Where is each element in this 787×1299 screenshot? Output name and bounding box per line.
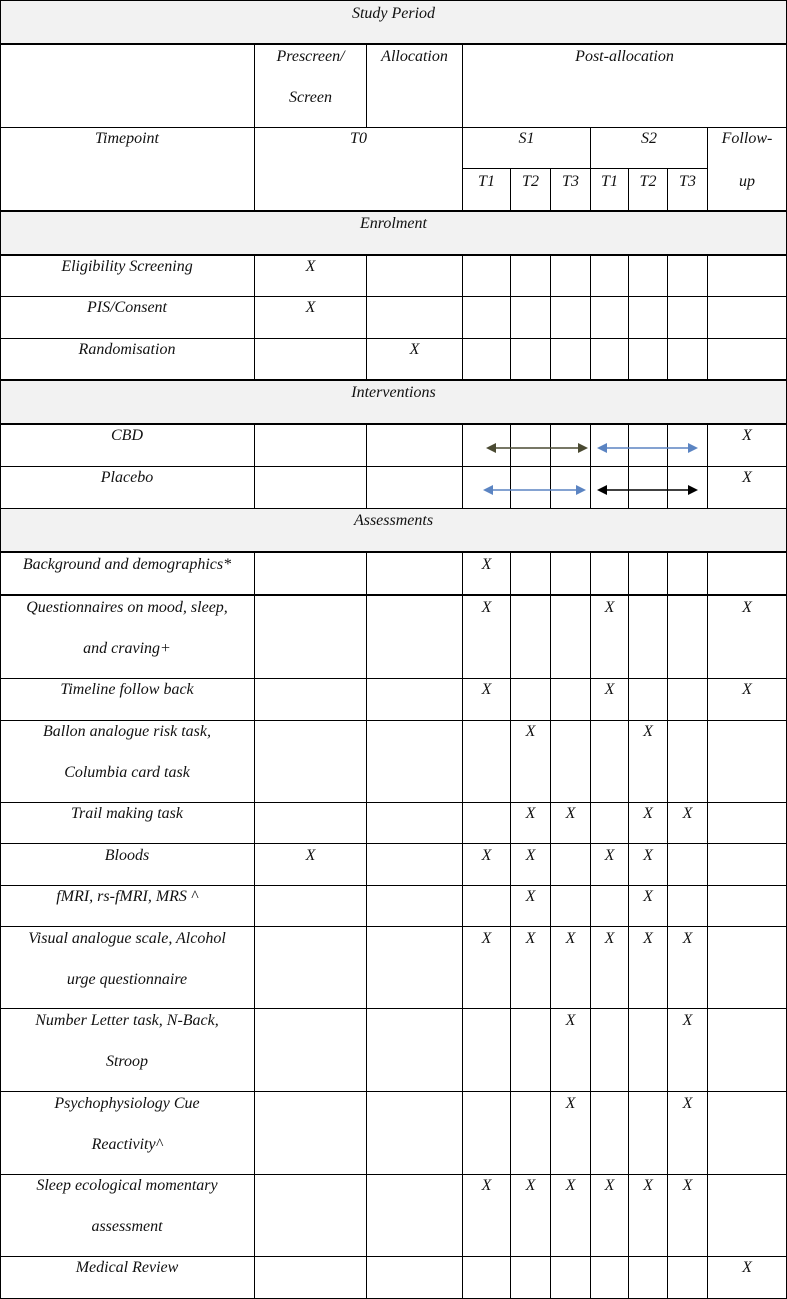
rule [0, 1091, 787, 1092]
x-mark: X [525, 1177, 536, 1194]
x-mark: X [643, 930, 653, 947]
follow-up-heading-line1: Follow- [721, 130, 773, 147]
s2-t2-heading: T2 [639, 173, 657, 190]
x-mark: X [481, 930, 492, 947]
x-mark: X [682, 1177, 693, 1194]
x-mark: X [682, 805, 693, 822]
rule [707, 552, 708, 1299]
x-mark: X [525, 930, 536, 947]
x-mark: X [305, 299, 316, 316]
x-mark: X [604, 599, 615, 616]
allocation-heading: Allocation [381, 48, 448, 65]
row-label-vas-line1: Visual analogue scale, Alcohol [28, 930, 226, 947]
rule [0, 423, 787, 425]
rule [0, 43, 787, 45]
rule [0, 466, 787, 467]
row-label-psycho-line1: Psychophysiology Cue [54, 1095, 200, 1112]
x-mark: X [481, 1177, 492, 1194]
row-label-vas-line2: urge questionnaire [66, 971, 188, 988]
rule [628, 255, 629, 380]
enrolment-heading: Enrolment [360, 215, 427, 232]
row-label-randomisation: Randomisation [78, 341, 176, 358]
rule [628, 424, 629, 509]
prescreen-heading-line2: Screen [289, 89, 332, 106]
row-label-ballon-line2: Columbia card task [64, 764, 190, 781]
row-label-medical: Medical Review [75, 1259, 179, 1276]
row-label-trail: Trail making task [70, 805, 183, 822]
row-label-ballon-line1: Ballon analogue risk task, [43, 723, 211, 740]
rule [0, 296, 787, 297]
row-label-psycho-line2: Reactivity^ [91, 1136, 163, 1153]
x-mark: X [643, 888, 653, 905]
x-mark: X [525, 847, 536, 864]
rule [462, 424, 463, 509]
rule [254, 552, 255, 1299]
assessments-heading: Assessments [353, 512, 434, 529]
s2-t1-heading: T1 [601, 173, 618, 190]
rule [0, 210, 787, 212]
x-mark: X [565, 1012, 576, 1029]
s1-heading: S1 [518, 130, 535, 147]
x-mark: X [481, 556, 492, 573]
placebo-s2-double-arrow [597, 485, 698, 495]
rule [0, 338, 787, 339]
rule [0, 127, 787, 128]
rule [0, 1008, 787, 1009]
row-label-placebo: Placebo [100, 469, 154, 486]
x-mark: X [525, 723, 536, 740]
row-label-eligibility: Eligibility Screening [61, 258, 193, 275]
rule [590, 255, 591, 380]
x-mark: X [682, 930, 693, 947]
rule [510, 424, 511, 509]
post-allocation-heading: Post-allocation [575, 48, 674, 65]
x-mark: X [742, 427, 752, 444]
x-mark: X [604, 1177, 615, 1194]
rule [366, 552, 367, 1299]
x-mark: X [682, 1095, 693, 1112]
rule [0, 720, 787, 721]
rule [550, 255, 551, 380]
s1-t2-heading: T2 [522, 173, 539, 190]
rule [0, 802, 787, 803]
x-mark: X [742, 599, 752, 616]
rule [510, 255, 511, 380]
row-label-nlt-line1: Number Letter task, N-Back, [35, 1012, 219, 1029]
s1-t3-heading: T3 [562, 173, 579, 190]
x-mark: X [409, 341, 420, 358]
rule [667, 424, 668, 509]
rule [667, 255, 668, 380]
x-mark: X [565, 930, 576, 947]
rule [366, 424, 367, 509]
x-mark: X [643, 847, 653, 864]
x-mark: X [604, 847, 615, 864]
rule [0, 678, 787, 679]
row-label-background: Background and demographics* [22, 556, 232, 573]
row-label-consent: PIS/Consent [87, 299, 167, 316]
x-mark: X [481, 599, 492, 616]
rule [462, 168, 707, 169]
x-mark: X [742, 1259, 752, 1276]
timepoint-heading: Timepoint [94, 130, 159, 147]
study-period-heading: Study Period [351, 5, 436, 22]
x-mark: X [643, 805, 653, 822]
x-mark: X [682, 1012, 693, 1029]
rule [590, 424, 591, 509]
rule [0, 508, 787, 509]
s1-t1-heading: T1 [478, 173, 495, 190]
x-mark: X [481, 847, 492, 864]
x-mark: X [565, 805, 576, 822]
x-mark: X [481, 681, 492, 698]
rule [707, 255, 708, 380]
x-mark: X [604, 681, 615, 698]
x-mark: X [742, 469, 752, 486]
interventions-heading: Interventions [351, 384, 436, 401]
row-label-sleep-line1: Sleep ecological momentary [36, 1177, 218, 1194]
rule [0, 594, 787, 596]
row-label-nlt-line2: Stroop [105, 1053, 149, 1070]
row-label-tlfb: Timeline follow back [60, 681, 194, 698]
placebo-s1-double-arrow [483, 485, 586, 495]
t0-heading: T0 [350, 130, 367, 147]
x-mark: X [742, 681, 752, 698]
rule [0, 0, 787, 1]
row-label-questionnaires-line2: and craving+ [83, 640, 171, 657]
rule [0, 885, 787, 886]
s2-heading: S2 [641, 130, 657, 147]
x-mark: X [525, 888, 536, 905]
x-mark: X [643, 1177, 653, 1194]
x-mark: X [565, 1177, 576, 1194]
cbd-s1-double-arrow [486, 443, 588, 453]
x-mark: X [643, 723, 653, 740]
follow-up-heading-line2: up [739, 173, 755, 190]
rule [0, 1174, 787, 1175]
row-label-questionnaires-line1: Questionnaires on mood, sleep, [26, 599, 228, 616]
row-label-sleep-line2: assessment [91, 1218, 163, 1235]
x-mark: X [305, 847, 316, 864]
rule [254, 424, 255, 509]
row-label-fmri: fMRI, rs-fMRI, MRS ^ [56, 888, 198, 905]
rule [0, 1256, 787, 1257]
s2-t3-heading: T3 [679, 173, 696, 190]
prescreen-heading-line1: Prescreen/ [276, 48, 345, 65]
rule [0, 926, 787, 927]
x-mark: X [604, 930, 615, 947]
rule [550, 424, 551, 509]
row-label-bloods: Bloods [104, 847, 150, 864]
rule [366, 255, 367, 380]
cbd-s2-double-arrow [597, 443, 698, 453]
rule [0, 843, 787, 844]
rule [0, 379, 787, 381]
row-label-cbd: CBD [111, 427, 143, 444]
rule [0, 551, 787, 553]
rule [462, 255, 463, 380]
x-mark: X [565, 1095, 576, 1112]
x-mark: X [525, 805, 536, 822]
rule [0, 254, 787, 256]
x-mark: X [305, 258, 316, 275]
